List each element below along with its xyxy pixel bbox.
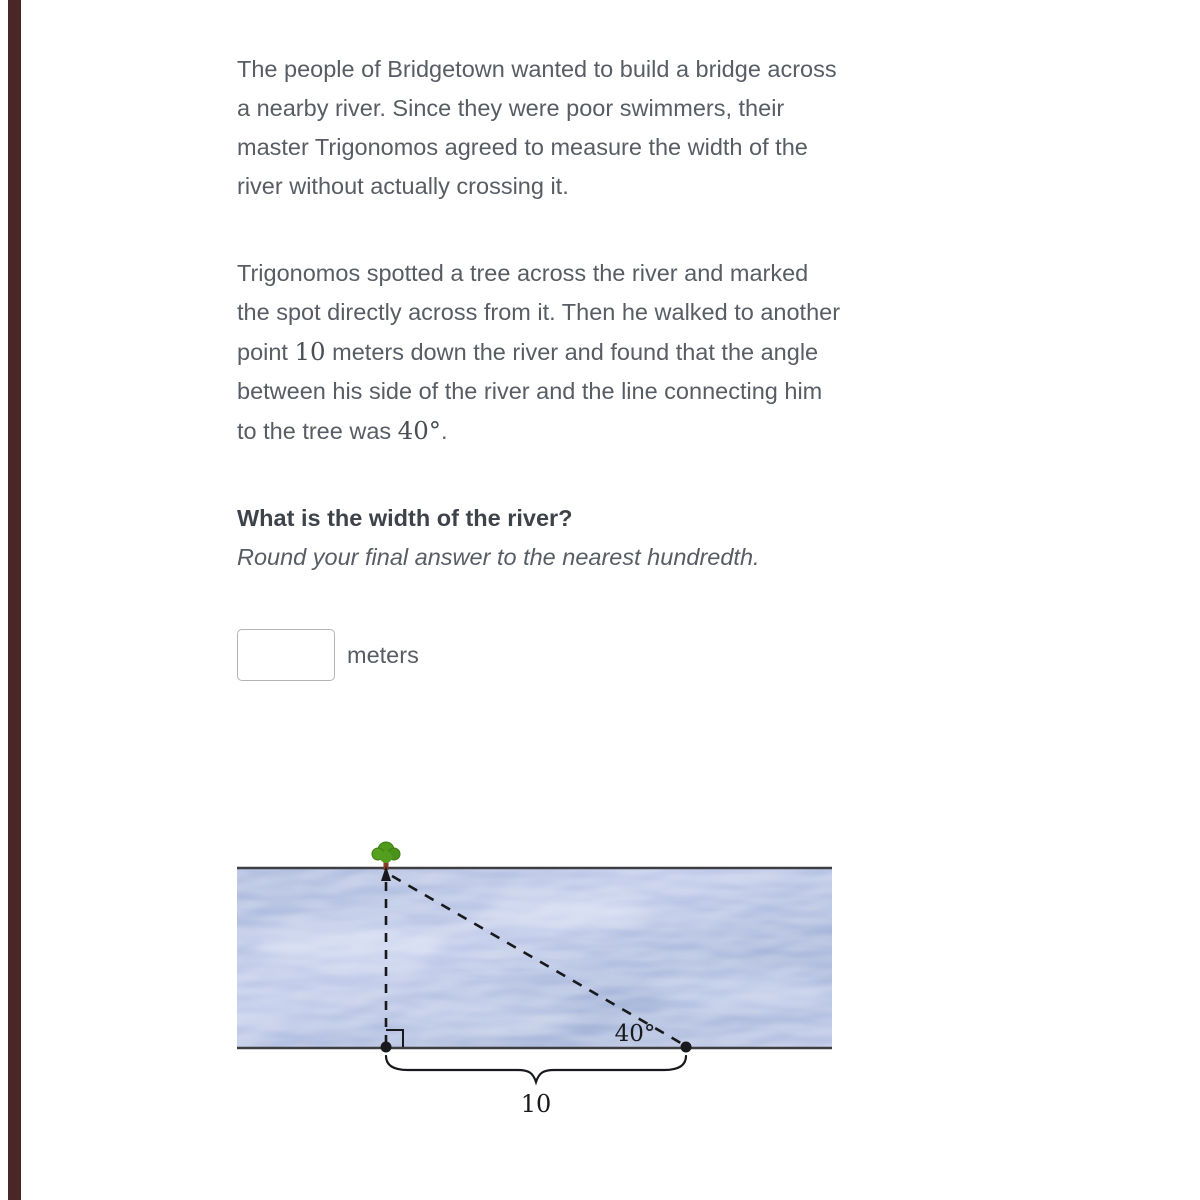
marked-point-dot: [381, 1042, 392, 1053]
distance-label: 10: [520, 1090, 552, 1118]
paragraph-2-text-b: meters down the river and found that the angle between his side of the river and the line connecting him to the tree was: [237, 339, 823, 444]
distance-brace: [386, 1056, 686, 1082]
river-diagram: [237, 840, 832, 1135]
problem-paragraph-1: [237, 50, 845, 206]
distance-math-value: 10: [294, 337, 326, 366]
paragraph-2-text-c: .: [441, 418, 448, 444]
paragraph-2-text-a: Trigonomos spotted a tree across the river and marked the spot directly across from it. Then he walked to another point: [237, 260, 841, 365]
answer-row: [237, 629, 845, 681]
paragraph-1-text: The people of Bridgetown wanted to build a bridge across a nearby river. Since they were poor swimmers, their master Trigonomos agreed to measure the width of the river without actually crossing it.: [237, 56, 837, 199]
answer-input[interactable]: [237, 629, 335, 681]
question-text: What is the width of the river?: [237, 505, 573, 531]
problem-text-block: [237, 50, 845, 681]
answer-unit-label: meters: [347, 641, 419, 668]
angle-label: 40°: [614, 1021, 656, 1047]
rounding-instruction: Round your final answer to the nearest hundredth.: [237, 544, 760, 570]
left-edge-artifact: [8, 0, 21, 1200]
problem-paragraph-2: [237, 254, 845, 451]
river-water: [237, 868, 832, 1048]
observer-point-dot: [681, 1042, 692, 1053]
tree-icon: [372, 842, 400, 870]
angle-math-value: 40°: [397, 416, 441, 445]
